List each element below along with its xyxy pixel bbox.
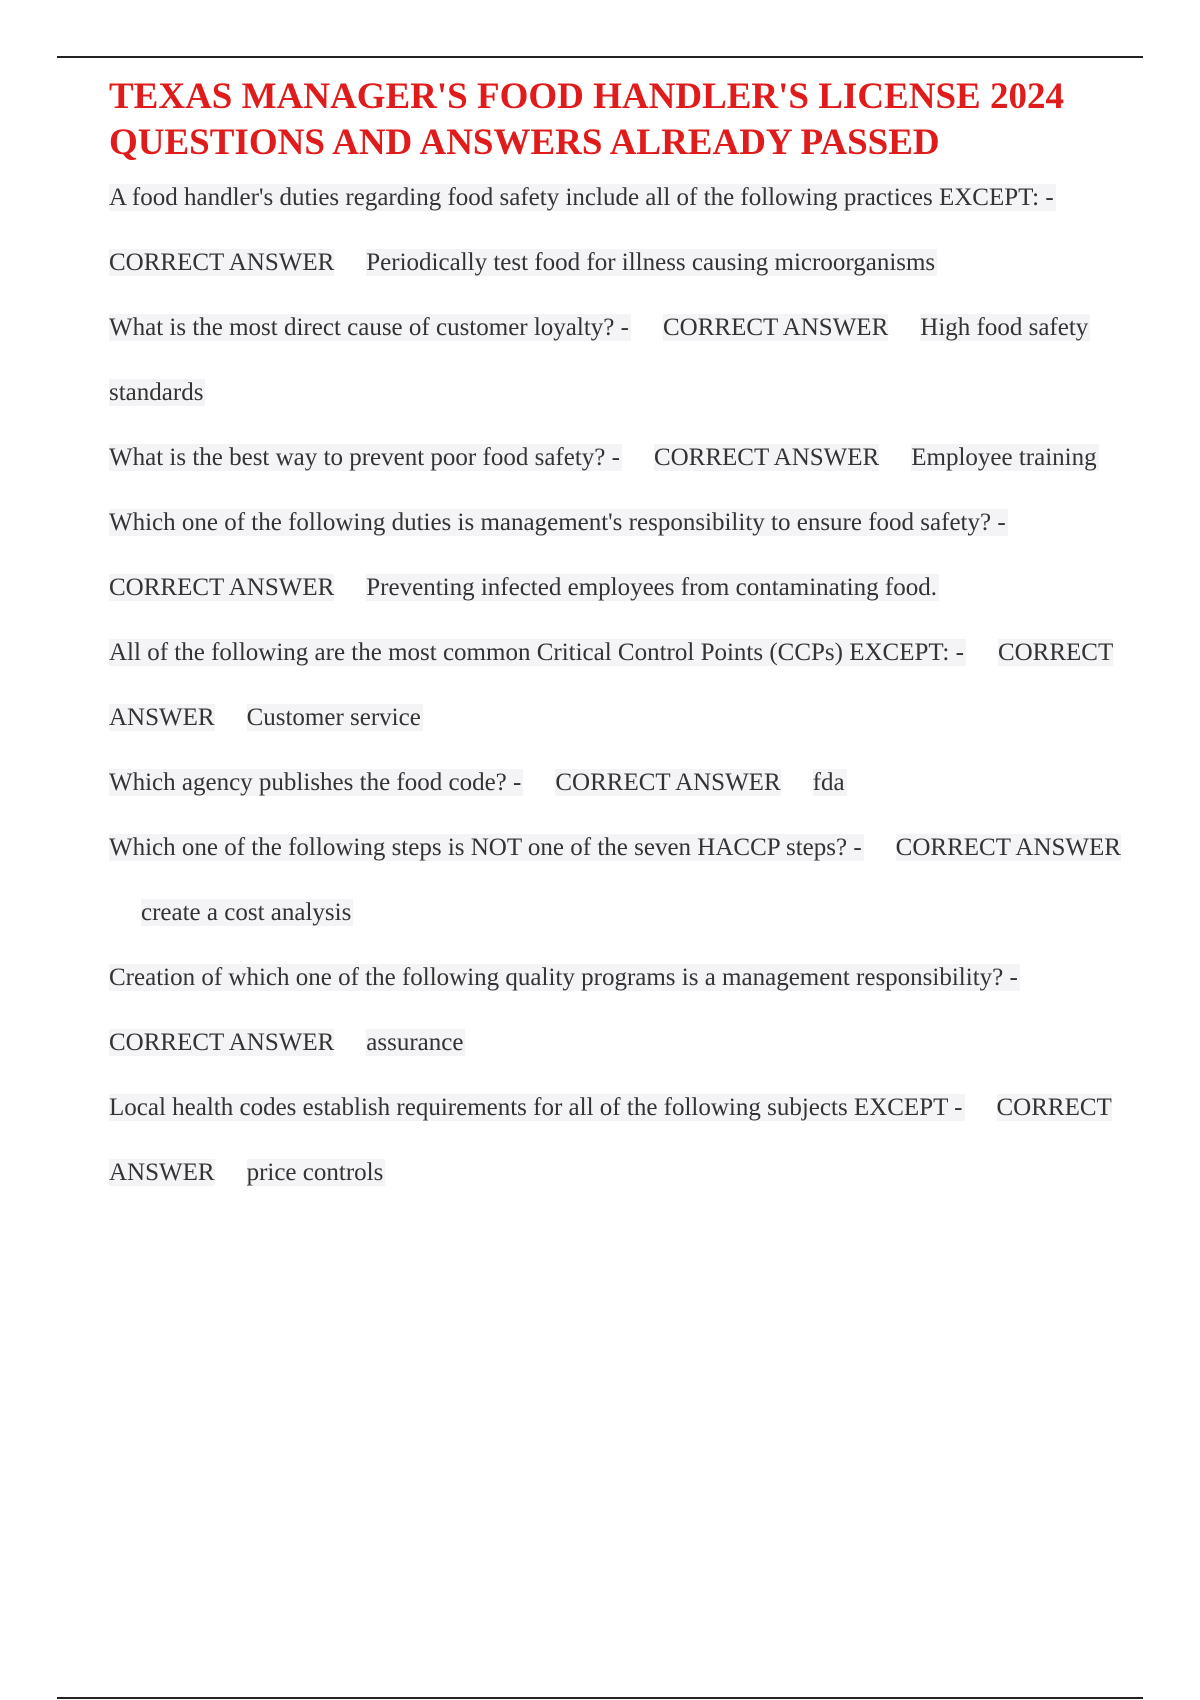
question-text: Which one of the following steps is NOT one of the seven HACCP steps? - xyxy=(109,834,862,861)
answer-label: CORRECT ANSWER xyxy=(895,834,1121,861)
qa-item xyxy=(109,815,1129,945)
bottom-rule xyxy=(57,1697,1143,1699)
qa-item xyxy=(109,165,1129,295)
qa-item xyxy=(109,425,1129,490)
qa-item xyxy=(109,1075,1129,1205)
answer-text: Periodically test food for illness causing microorganisms xyxy=(366,249,936,276)
answer-text: Preventing infected employees from contaminating food. xyxy=(366,574,937,601)
question-text: All of the following are the most common Critical Control Points (CCPs) EXCEPT: - xyxy=(109,639,964,666)
qa-item xyxy=(109,750,1129,815)
answer-label: CORRECT ANSWER xyxy=(662,314,889,341)
answer-label: CORRECT ANSWER xyxy=(109,1029,335,1056)
answer-text: create a cost analysis xyxy=(141,899,352,926)
answer-label: CORRECT ANSWER xyxy=(109,1094,1112,1186)
qa-item xyxy=(109,490,1129,620)
question-text: What is the best way to prevent poor food safety? - xyxy=(109,444,620,471)
answer-text: fda xyxy=(812,769,845,796)
qa-item xyxy=(109,945,1129,1075)
document-title: TEXAS MANAGER'S FOOD HANDLER'S LICENSE 2024 QUESTIONS AND ANSWERS ALREADY PASSED xyxy=(109,76,1064,163)
question-text: Which one of the following duties is management's responsibility to ensure food safety? - xyxy=(109,509,1006,536)
answer-label: CORRECT ANSWER xyxy=(109,574,335,601)
answer-text: Customer service xyxy=(246,704,421,731)
answer-text: Employee training xyxy=(911,444,1097,471)
question-text: A food handler's duties regarding food safety include all of the following practices EXCEPT: - xyxy=(109,184,1054,211)
answer-text: High food safety standards xyxy=(109,314,1089,406)
answer-label: CORRECT ANSWER xyxy=(653,444,880,471)
answer-label: CORRECT ANSWER xyxy=(109,639,1114,731)
question-text: What is the most direct cause of customer loyalty? - xyxy=(109,314,629,341)
answer-label: CORRECT ANSWER xyxy=(555,769,781,796)
answer-label: CORRECT ANSWER xyxy=(109,249,335,276)
answer-text: price controls xyxy=(246,1159,384,1186)
qa-list xyxy=(109,165,1129,1205)
question-text: Which agency publishes the food code? - xyxy=(109,769,522,796)
answer-text: assurance xyxy=(366,1029,464,1056)
question-text: Creation of which one of the following quality programs is a management responsibility? - xyxy=(109,964,1018,991)
question-text: Local health codes establish requirements for all of the following subjects EXCEPT - xyxy=(109,1094,963,1121)
top-rule xyxy=(57,56,1143,58)
qa-item xyxy=(109,620,1129,750)
qa-item xyxy=(109,295,1129,425)
